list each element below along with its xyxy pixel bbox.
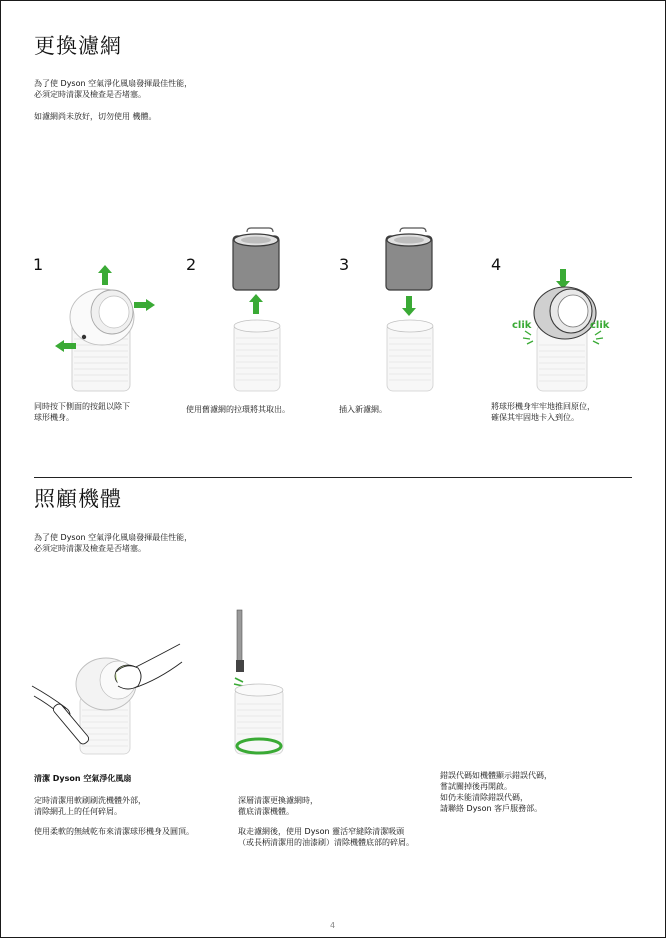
clean-text-2: 使用柔軟的無絨乾布來清潔球形機身及圓頂。 [34, 827, 194, 836]
section-divider [34, 477, 632, 478]
care-intro-line-1: 為了使 Dyson 空氣淨化風扇發揮最佳性能， [34, 533, 193, 542]
step-1-number: 1 [33, 255, 44, 274]
step-4-caption-line-2: 確保其牢固地卡入到位。 [491, 413, 579, 422]
clean-text-1-line-1: 定時清潔用軟刷刷洗機體外部， [34, 796, 146, 805]
step-3-number: 3 [339, 255, 350, 274]
step-3-illustration [378, 228, 448, 393]
click-sound-left: clik [512, 320, 532, 331]
deep-text-1-line-1: 深層清潔更換濾網時， [238, 796, 318, 805]
step-4-caption-line-1: 將球形機身牢牢地推回原位， [491, 402, 595, 411]
step-1-illustration [50, 265, 170, 395]
step-2-number: 2 [186, 255, 197, 274]
deep-text-2-line-1: 取走濾網後，使用 Dyson 靈活窄縫除清潔吸頭 [238, 827, 405, 836]
step-1-caption-line-2: 球形機身。 [34, 413, 74, 422]
filter-section-title: 更換濾網 [34, 34, 122, 58]
step-1-caption-line-1: 同時按下側面的按鈕以除下 [34, 402, 130, 411]
deep-clean-illustration [225, 610, 295, 760]
step-2-caption: 使用舊濾網的拉環將其取出。 [186, 405, 290, 414]
error-text-line-4: 請聯絡 Dyson 客戶服務部。 [440, 804, 543, 813]
error-text-line-2: 嘗試關掉後再開啟。 [440, 782, 512, 791]
cleaning-illustration [30, 636, 190, 756]
error-text-line-3: 如仍未能清除錯誤代碼， [440, 793, 528, 802]
filter-intro-line-1: 為了使 Dyson 空氣淨化風扇發揮最佳性能， [34, 79, 193, 88]
deep-text-2-line-2: （或長柄清潔用的油漆刷）清除機體底部的碎屑。 [238, 838, 414, 847]
step-4-number: 4 [491, 255, 502, 274]
filter-intro-line-2: 必須定時清潔及檢查是否堵塞。 [34, 90, 146, 99]
step-3-caption: 插入新濾網。 [339, 405, 387, 414]
clean-heading: 清潔 Dyson 空氣淨化風扇 [34, 774, 132, 783]
care-section-title: 照顧機體 [34, 487, 122, 511]
care-intro-line-2: 必須定時清潔及檢查是否堵塞。 [34, 544, 146, 553]
clean-text-1-line-2: 清除網孔上的任何碎屑。 [34, 807, 122, 816]
deep-text-1-line-2: 徹底清潔機體。 [238, 807, 294, 816]
click-sound-right: clik [590, 320, 610, 331]
filter-warning: 如濾網尚未放好，切勿使用 機體。 [34, 112, 157, 121]
error-text-line-1: 錯誤代碼如機體顯示錯誤代碼， [440, 771, 552, 780]
step-2-illustration [225, 228, 295, 393]
page-number: 4 [330, 921, 336, 930]
